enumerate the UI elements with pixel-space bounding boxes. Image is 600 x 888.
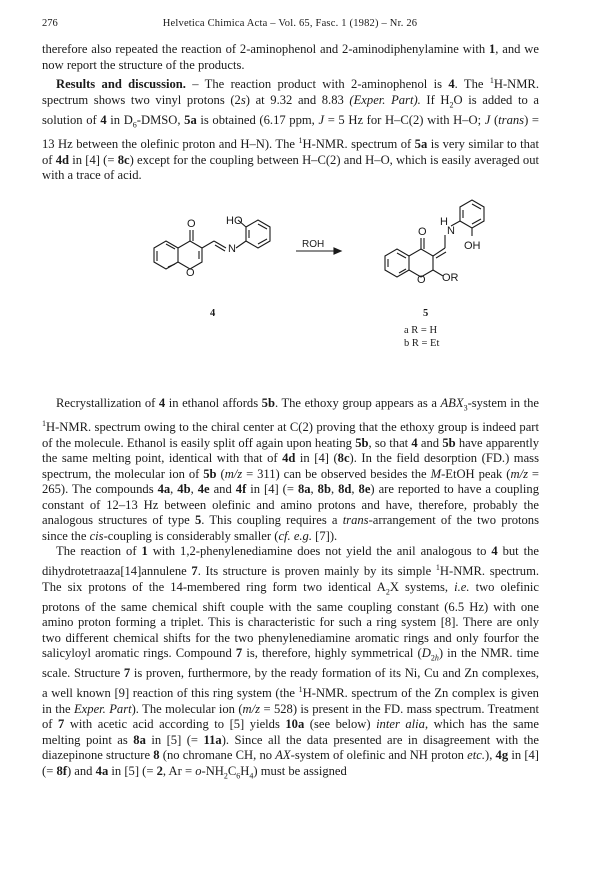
journal-title: Helvetica Chimica Acta – Vol. 65, Fasc. 1 (1982) – Nr. 26: [162, 18, 418, 29]
atom-label-ho: HO: [226, 214, 243, 227]
atom-label-n-5: N: [447, 224, 455, 237]
atom-label-o-ring-5: O: [417, 273, 426, 286]
paragraph-intro: therefore also repeated the reaction of 2-aminophenol and 2-aminodiphenylamine with 1, and we now report the structure of the products.: [42, 42, 539, 72]
paragraph-recrystallization: Recrystallization of 4 in ethanol affords 5b. The ethoxy group appears as a $ABX_3$-system in the $^1$H-NMR. spectrum owing to the chiral center at C(2) proving that the ethoxy group is indeed part of the molecule. Ethanol is easily split off again upon heating 5b, so that 4 and 5b have apparently the same melting point, identical with that of 4d in [4] (8c). In the field desorption (FD.) mass spectrum, the molecular ion of 5b (m/z = 311) can be observed besides the M-EtOH peak (m/z = 265). The compounds 4a, 4b, 4e and 4f in [4] (= 8a, 8b, 8d, 8e) are reported to have a coupling constant of 12–13 Hz between olefinic and amino protons and have, therefore, probably the analogous structures of type 5. This coupling requires a trans-arrangement of the two protons since the cis-coupling is considerably smaller (cf. e.g. [7]).: [42, 395, 540, 543]
paragraph-results: Results and discussion. – The reaction product with 2-aminophenol is 4. The $^1$H-NMR. spectrum shows two vinyl protons (2s) at 9.32 and 8.83 (Exper. Part). If $H_2O$ is added to a solution of 4 in $D_6$-DMSO, 5a is obtained (6.17 ppm, J = 5 Hz for H–C(2) with H–O; J (trans) = 13 Hz between the olefinic proton and H–N). The $^1$H-NMR. spectrum of 5a is very similar to that of 4d in [4] (= 8c) except for the coupling between H–C(2) and H–O, which is easily averaged out with a trace of acid.: [42, 76, 540, 183]
atom-label-o-ring-4: O: [186, 266, 195, 279]
atom-label-or: OR: [442, 271, 459, 284]
reaction-scheme: [42, 188, 539, 394]
atom-label-h: H: [440, 215, 448, 228]
compound-label-5: 5: [423, 307, 429, 319]
arrow-label: ROH: [302, 238, 325, 250]
atom-label-o-carbonyl-5: O: [418, 225, 427, 238]
atom-label-oh: OH: [464, 239, 481, 252]
legend-a: a R = H: [404, 324, 438, 336]
scheme-drawing: [42, 188, 539, 394]
article-body: [42, 42, 539, 784]
page-number: 276: [42, 18, 58, 29]
atom-label-o-carbonyl-4: O: [187, 217, 196, 230]
legend-b: b R = Et: [404, 337, 440, 349]
atom-label-n-4: N: [228, 242, 236, 255]
paragraph-phenylenediamine: The reaction of 1 with 1,2-phenylenediamine does not yield the anil analogous to 4 but the dihydrotetraaza[14]annulene 7. Its structure is proven mainly by its simple $^1$H-NMR. spectrum. The six protons of the 14-membered ring form two identical $A_2X$ systems, i.e. two olefinic protons of the same chemical shift couple with the same coupling constant (6.5 Hz) with one amino proton forming a triplet. This is characteristic for such a ring system [8]. There are only two different chemical shifts for the two phenylenediamine aromatic rings and only fourfor the salicyloyl aromatic rings. Compound 7 is, therefore, highly symmetrical $(D_{2h})$ in the NMR. time scale. Structure 7 is proven, furthermore, by the ready formation of its Ni, Cu and Zn complexes, a well known [9] reaction of this ring system (the $^1$H-NMR. spectrum of the Zn complex is given in the Exper. Part). The molecular ion (m/z = 528) is present in the FD. mass spectrum. Treatment of 7 with acetic acid according to [5] yields 10a (see below) inter alia, which has the same melting point as 8a in [5] (= 11a). Since all the data presented are in disagreement with the diazepinone structure 8 (no chromane CH, no AX-system of olefinic and NH proton etc.), 4g in [4] (= 8f) and 4a in [5] (= 2, $Ar = o-NH_2C_6H_4$) must be assigned: [42, 544, 540, 781]
compound-label-4: 4: [210, 307, 216, 319]
running-header: [42, 18, 538, 34]
